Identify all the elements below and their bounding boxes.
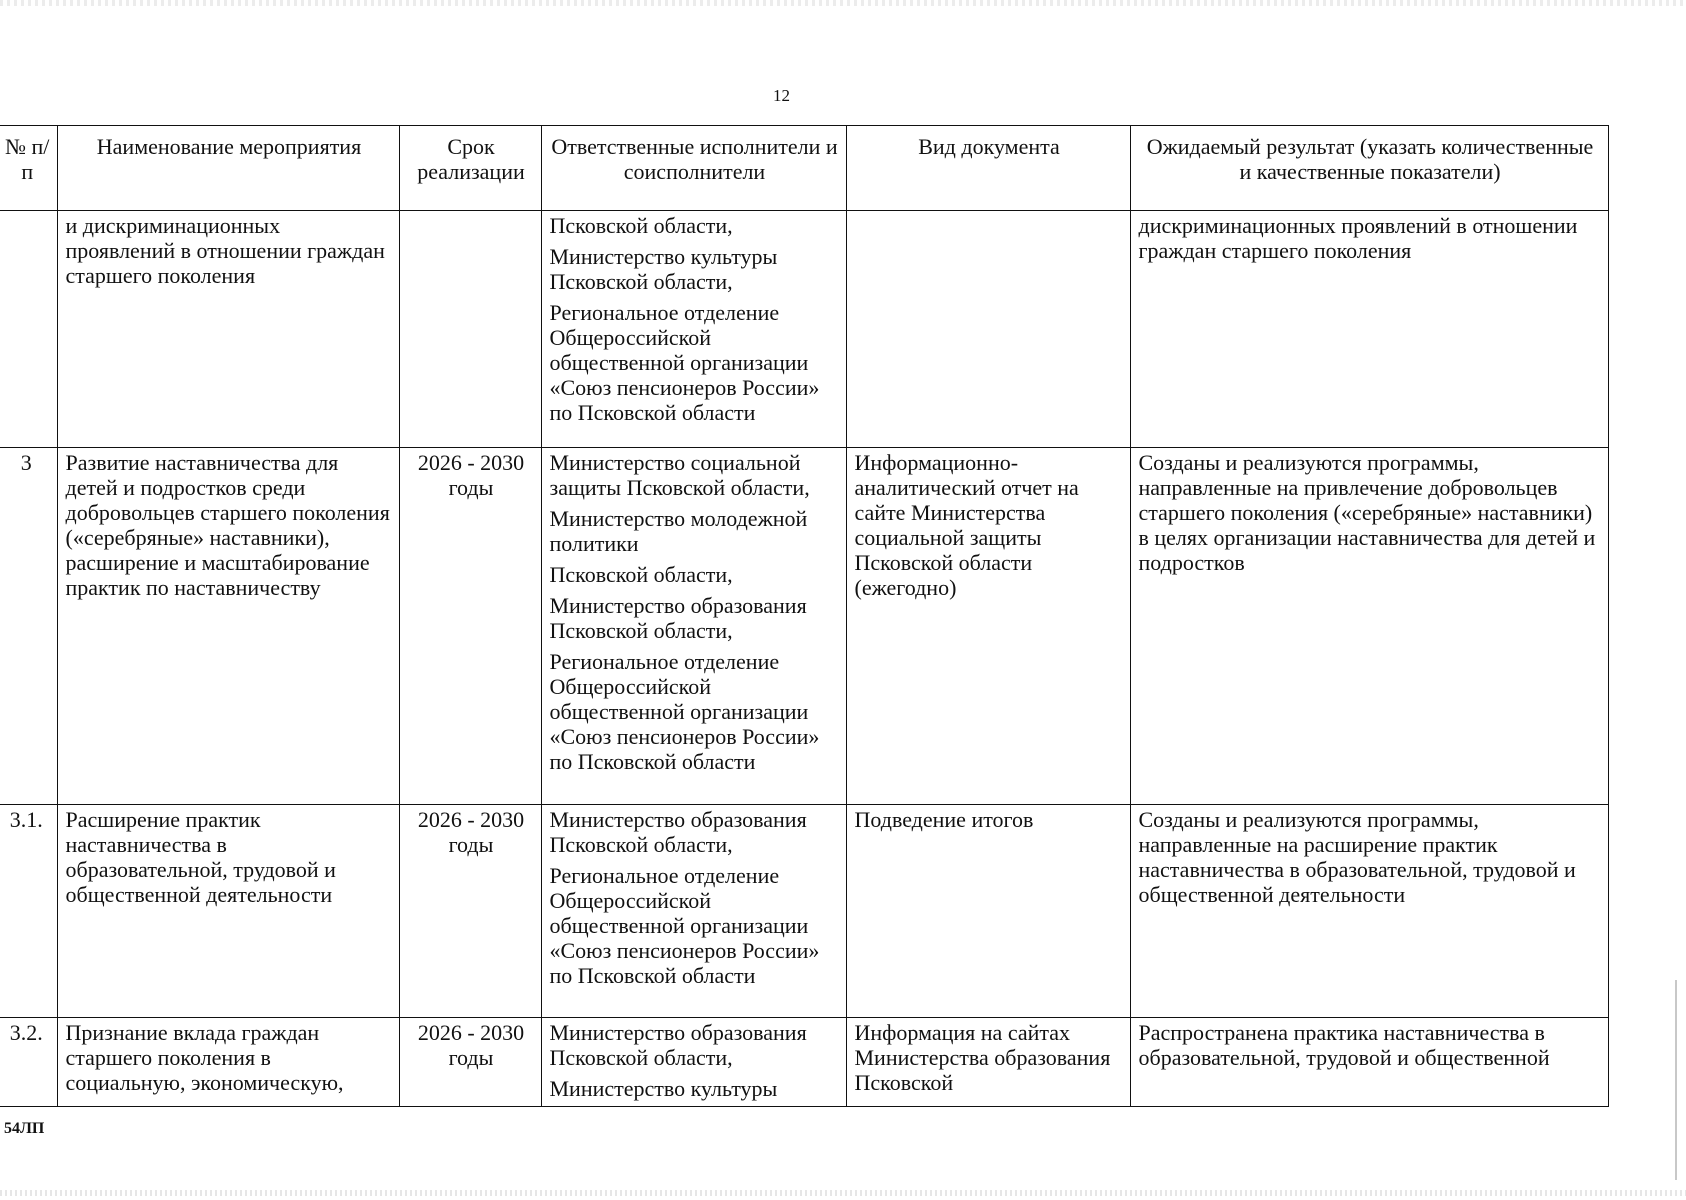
row-event-name: и дискриминационных проявлений в отношении граждан старшего поколения [57,211,399,448]
executor-item: Министерство образования Псковской области, [549,593,807,643]
scan-edge-top [0,0,1686,6]
row-number: 3.1. [0,805,57,1018]
table-row [0,448,1608,805]
row-expected-result: дискриминационных проявлений в отношении граждан старшего поколения [1130,211,1608,448]
row-event-name: Признание вклада граждан старшего поколения в социальную, экономическую, [57,1018,399,1107]
page-number: 12 [773,86,790,105]
row-expected-result: Созданы и реализуются программы, направленные на привлечение добровольцев старшего поколения («серебряные» наставники) в целях организации наставничества для детей и подростков [1130,448,1608,805]
executor-item: Региональное отделение Общероссийской общественной организации «Союз пенсионеров России» по Псковской области [549,649,820,774]
executor-item: Региональное отделение Общероссийской общественной организации «Союз пенсионеров России» по Псковской области [549,863,820,988]
header-number: № п/п [0,126,57,211]
executor-item: Министерство культуры Псковской области, [549,244,778,294]
row-event-name: Расширение практик наставничества в образовательной, трудовой и общественной деятельности [57,805,399,1018]
executor-item: Псковской области, [549,213,733,238]
executor-item: Министерство образования Псковской области, [549,807,807,857]
header-term: Срок реализации [399,126,541,211]
row-document-type: Информационно-аналитический отчет на сайте Министерства социальной защиты Псковской области (ежегодно) [846,448,1130,805]
row-term: 2026 - 2030 годы [399,448,541,805]
executor-item: Псковской области, [549,562,733,587]
executor-item: Министерство социальной защиты Псковской области, [549,450,810,500]
table-header-row [0,126,1608,211]
row-term [399,211,541,448]
row-expected-result: Распространена практика наставничества в образовательной, трудовой и общественной [1130,1018,1608,1107]
row-expected-result: Созданы и реализуются программы, направленные на расширение практик наставничества в образовательной, трудовой и общественной деятельности [1130,805,1608,1018]
row-number: 3.2. [0,1018,57,1107]
table-row [0,805,1608,1018]
row-term: 2026 - 2030 годы [399,805,541,1018]
table-row [0,1018,1608,1107]
row-number: 3 [0,448,57,805]
header-event-name: Наименование мероприятия [57,126,399,211]
row-document-type: Подведение итогов [846,805,1130,1018]
document-footer-code: 54ЛП [4,1120,45,1137]
row-document-type: Информация на сайтах Министерства образования Псковской [846,1018,1130,1107]
row-executors [541,1018,846,1107]
executor-item: Региональное отделение Общероссийской общественной организации «Союз пенсионеров России» по Псковской области [549,300,820,425]
row-document-type [846,211,1130,448]
executor-item: Министерство культуры [549,1076,778,1101]
executor-item: Министерство молодежной политики [549,506,808,556]
row-executors [541,448,846,805]
row-event-name: Развитие наставничества для детей и подростков среди добровольцев старшего поколения («серебряные» наставники), расширение и масштабирование практик по наставничеству [57,448,399,805]
scan-edge-bottom [0,1190,1686,1196]
executor-item: Министерство образования Псковской области, [549,1020,807,1070]
table-row [0,211,1608,448]
row-executors [541,211,846,448]
row-executors [541,805,846,1018]
scan-edge-right [1675,980,1677,1180]
row-number [0,211,57,448]
header-document-type: Вид документа [846,126,1130,211]
row-term: 2026 - 2030 годы [399,1018,541,1107]
action-plan-table [0,125,1609,1107]
header-executors: Ответственные исполнители и соисполнители [541,126,846,211]
header-expected-result: Ожидаемый результат (указать количественные и качественные показатели) [1130,126,1608,211]
